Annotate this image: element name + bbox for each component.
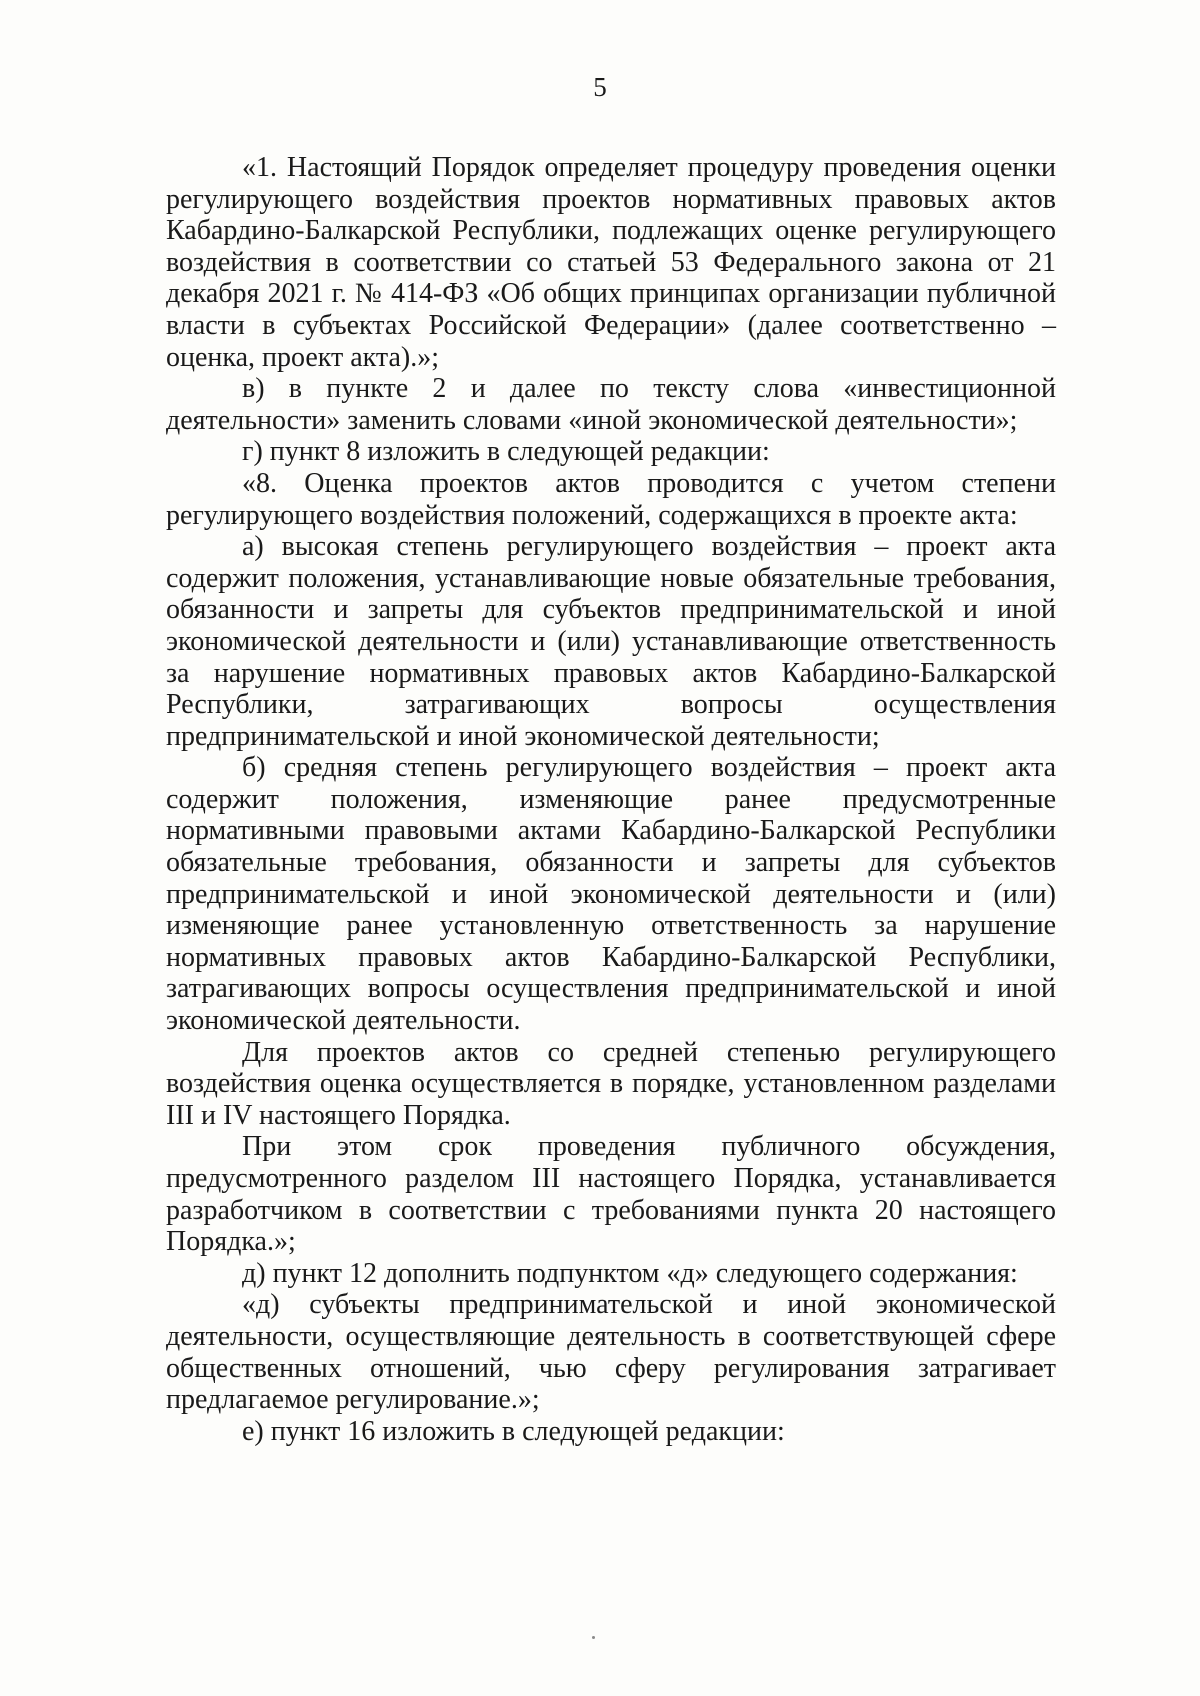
paragraph-amendment-g: г) пункт 8 изложить в следующей редакции: [242, 436, 770, 468]
paragraph-high-degree: а) высокая степень регулирующего воздействия – проект акта содержит положения, устанавливающие новые обязательные требования, обязанности и запреты для субъектов предпринимательской и иной экономической деятельности и (или) устанавливающие ответственность за нарушение нормативных правовых актов Кабардино-Балкарской Республики, затрагивающих вопросы осуществления предпринимательской и иной экономической деятельности; [166, 531, 1056, 752]
paragraph-medium-procedure: Для проектов актов со средней степенью регулирующего воздействия оценка осуществляется в порядке, установленном разделами III и IV настоящего Порядка. [166, 1036, 1056, 1131]
paragraph-subpoint-d: «д) субъекты предпринимательской и иной экономической деятельности, осуществляющие деятельность в соответствующей сфере общественных отношений, чью сферу регулирования затрагивает предлагаемое регулирование.»; [166, 1289, 1056, 1416]
document-body [166, 152, 1056, 1447]
paragraph-amendment-e: е) пункт 16 изложить в следующей редакции: [242, 1415, 785, 1447]
paragraph-item-1-definition: «1. Настоящий Порядок определяет процедуру проведения оценки регулирующего воздействия проектов нормативных правовых актов Кабардино-Балкарской Республики, подлежащих оценке регулирующего воздействия в соответствии со статьей 53 Федерального закона от 21 декабря 2021 г. № 414-ФЗ «Об общих принципах организации публичной власти в субъектах Российской Федерации» (далее соответственно – оценка, проект акта).»; [166, 152, 1056, 373]
paragraph-amendment-v: в) в пункте 2 и далее по тексту слова «инвестиционной деятельности» заменить словами «иной экономической деятельности»; [166, 373, 1056, 436]
paragraph-discussion-term: При этом срок проведения публичного обсуждения, предусмотренного разделом III настоящего Порядка, устанавливается разработчиком в соответствии с требованиями пункта 20 настоящего Порядка.»; [166, 1131, 1056, 1258]
paragraph-amendment-d: д) пункт 12 дополнить подпунктом «д» следующего содержания: [242, 1257, 1018, 1289]
scan-speck [592, 1636, 595, 1639]
page-number: 5 [593, 72, 607, 102]
paragraph-medium-degree: б) средняя степень регулирующего воздействия – проект акта содержит положения, изменяющие ранее предусмотренные нормативными правовыми актами Кабардино-Балкарской Республики обязательные требования, обязанности и запреты для субъектов предпринимательской и иной экономической деятельности и (или) изменяющие ранее установленную ответственность за нарушение нормативных правовых актов Кабардино-Балкарской Республики, затрагивающих вопросы осуществления предпринимательской и иной экономической деятельности. [166, 752, 1056, 1037]
paragraph-item-8: «8. Оценка проектов актов проводится с учетом степени регулирующего воздействия положений, содержащихся в проекте акта: [166, 467, 1056, 531]
